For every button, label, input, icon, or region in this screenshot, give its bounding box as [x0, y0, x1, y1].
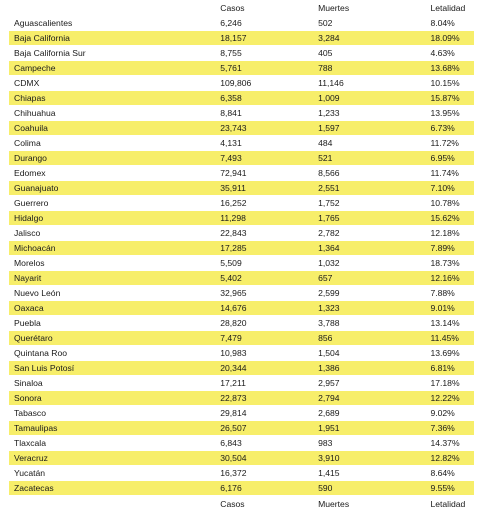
- muertes-cell: 11,146: [318, 78, 344, 88]
- muertes-cell: 1,951: [318, 423, 340, 433]
- muertes-cell: 1,364: [318, 243, 340, 253]
- state-name: Sinaloa: [14, 378, 43, 388]
- table-body: [9, 16, 474, 496]
- table-row: [9, 91, 474, 106]
- letalidad-cell: 9.55%: [430, 483, 455, 493]
- casos-cell: 26,507: [220, 423, 247, 433]
- state-name: Jalisco: [14, 228, 41, 238]
- state-name: Colima: [14, 138, 41, 148]
- state-name: Tamaulipas: [14, 423, 58, 433]
- table-row: [9, 106, 474, 121]
- letalidad-cell: 7.88%: [430, 288, 455, 298]
- muertes-cell: 502: [318, 18, 333, 28]
- letalidad-cell: 11.45%: [430, 333, 459, 343]
- casos-cell: 29,814: [220, 408, 247, 418]
- muertes-cell: 3,284: [318, 33, 340, 43]
- casos-cell: 4,131: [220, 138, 242, 148]
- letalidad-cell: 7.10%: [430, 183, 455, 193]
- muertes-cell: 1,765: [318, 213, 340, 223]
- letalidad-cell: 13.69%: [430, 348, 460, 358]
- letalidad-cell: 6.81%: [430, 363, 455, 373]
- table-footer: [9, 496, 474, 512]
- letalidad-cell: 12.82%: [430, 453, 460, 463]
- state-name: Guanajuato: [14, 183, 59, 193]
- casos-cell: 109,806: [220, 78, 252, 88]
- muertes-cell: 1,386: [318, 363, 340, 373]
- muertes-cell: 983: [318, 438, 333, 448]
- table-row: [9, 211, 474, 226]
- muertes-cell: 521: [318, 153, 333, 163]
- state-name: Puebla: [14, 318, 41, 328]
- letalidad-cell: 12.16%: [430, 273, 460, 283]
- table-row: [9, 61, 474, 76]
- letalidad-cell: 12.18%: [430, 228, 460, 238]
- table-row: [9, 226, 474, 241]
- casos-cell: 5,509: [220, 258, 242, 268]
- state-name: Coahuila: [14, 123, 48, 133]
- state-name: Aguascalientes: [14, 18, 73, 28]
- state-name: Tabasco: [14, 408, 47, 418]
- letalidad-cell: 18.73%: [430, 258, 460, 268]
- muertes-cell: 2,689: [318, 408, 340, 418]
- footer-casos: Casos: [220, 499, 245, 509]
- casos-cell: 22,843: [220, 228, 247, 238]
- muertes-cell: 1,233: [318, 108, 340, 118]
- state-name: Veracruz: [14, 453, 48, 463]
- letalidad-cell: 7.36%: [430, 423, 455, 433]
- muertes-cell: 8,566: [318, 168, 340, 178]
- casos-cell: 7,493: [220, 153, 242, 163]
- table-row: [9, 271, 474, 286]
- table-row: [9, 286, 474, 301]
- casos-cell: 18,157: [220, 33, 247, 43]
- casos-cell: 5,402: [220, 273, 242, 283]
- muertes-cell: 405: [318, 48, 333, 58]
- table-row: [9, 361, 474, 376]
- letalidad-cell: 10.78%: [430, 198, 460, 208]
- letalidad-cell: 9.01%: [430, 303, 455, 313]
- muertes-cell: 1,009: [318, 93, 340, 103]
- muertes-cell: 2,782: [318, 228, 340, 238]
- casos-cell: 11,298: [220, 213, 246, 223]
- casos-cell: 17,285: [220, 243, 247, 253]
- casos-cell: 14,676: [220, 303, 247, 313]
- letalidad-cell: 6.73%: [430, 123, 455, 133]
- letalidad-cell: 4.63%: [430, 48, 455, 58]
- casos-cell: 23,743: [220, 123, 247, 133]
- letalidad-cell: 14.37%: [430, 438, 460, 448]
- table-row: [9, 151, 474, 166]
- state-name: Campeche: [14, 63, 56, 73]
- table-header: [9, 0, 474, 16]
- state-name: Morelos: [14, 258, 45, 268]
- letalidad-cell: 13.14%: [430, 318, 460, 328]
- muertes-cell: 590: [318, 483, 333, 493]
- casos-cell: 72,941: [220, 168, 247, 178]
- muertes-cell: 3,910: [318, 453, 340, 463]
- muertes-cell: 1,032: [318, 258, 340, 268]
- casos-cell: 6,176: [220, 483, 242, 493]
- casos-cell: 32,965: [220, 288, 247, 298]
- state-name: Nayarit: [14, 273, 42, 283]
- table-row: [9, 46, 474, 61]
- table-row: [9, 376, 474, 391]
- table-row: [9, 136, 474, 151]
- table-row: [9, 31, 474, 46]
- casos-cell: 8,841: [220, 108, 242, 118]
- state-name: Nuevo León: [14, 288, 61, 298]
- table-row: [9, 121, 474, 136]
- letalidad-cell: 11.74%: [430, 168, 459, 178]
- covid-state-table: [9, 0, 474, 512]
- muertes-cell: 1,597: [318, 123, 340, 133]
- casos-cell: 35,911: [220, 183, 246, 193]
- letalidad-cell: 15.87%: [430, 93, 460, 103]
- muertes-cell: 3,788: [318, 318, 340, 328]
- state-name: Guerrero: [14, 198, 49, 208]
- footer-state: [9, 496, 217, 511]
- state-name: Tlaxcala: [14, 438, 46, 448]
- muertes-cell: 856: [318, 333, 333, 343]
- table-row: [9, 406, 474, 421]
- muertes-cell: 2,551: [318, 183, 340, 193]
- casos-cell: 22,873: [220, 393, 247, 403]
- casos-cell: 5,761: [220, 63, 242, 73]
- state-name: Baja California: [14, 33, 70, 43]
- table-row: [9, 166, 474, 181]
- state-name: Sonora: [14, 393, 42, 403]
- casos-cell: 6,358: [220, 93, 242, 103]
- table-row: [9, 301, 474, 316]
- header-casos: Casos: [220, 3, 245, 13]
- table-row: [9, 331, 474, 346]
- table-row: [9, 436, 474, 451]
- letalidad-cell: 8.64%: [430, 468, 455, 478]
- muertes-cell: 1,504: [318, 348, 340, 358]
- letalidad-cell: 15.62%: [430, 213, 460, 223]
- letalidad-cell: 7.89%: [430, 243, 455, 253]
- table-row: [9, 421, 474, 436]
- letalidad-cell: 8.04%: [430, 18, 455, 28]
- state-name: Chihuahua: [14, 108, 56, 118]
- letalidad-cell: 13.68%: [430, 63, 460, 73]
- state-name: Oaxaca: [14, 303, 44, 313]
- casos-cell: 16,372: [220, 468, 247, 478]
- casos-cell: 28,820: [220, 318, 247, 328]
- letalidad-cell: 11.72%: [430, 138, 459, 148]
- state-name: Baja California Sur: [14, 48, 86, 58]
- letalidad-cell: 18.09%: [430, 33, 460, 43]
- letalidad-cell: 10.15%: [430, 78, 460, 88]
- table-row: [9, 76, 474, 91]
- state-name: Edomex: [14, 168, 46, 178]
- state-name: Querétaro: [14, 333, 53, 343]
- muertes-cell: 788: [318, 63, 333, 73]
- muertes-cell: 1,752: [318, 198, 340, 208]
- table-row: [9, 181, 474, 196]
- table-row: [9, 256, 474, 271]
- casos-cell: 20,344: [220, 363, 247, 373]
- casos-cell: 10,983: [220, 348, 247, 358]
- casos-cell: 16,252: [220, 198, 247, 208]
- casos-cell: 6,246: [220, 18, 242, 28]
- table-row: [9, 466, 474, 481]
- letalidad-cell: 6.95%: [430, 153, 455, 163]
- letalidad-cell: 12.22%: [430, 393, 460, 403]
- state-name: Hidalgo: [14, 213, 44, 223]
- state-name: Yucatán: [14, 468, 46, 478]
- letalidad-cell: 17.18%: [430, 378, 460, 388]
- state-name: Zacatecas: [14, 483, 54, 493]
- casos-cell: 6,843: [220, 438, 242, 448]
- table-row: [9, 346, 474, 361]
- muertes-cell: 657: [318, 273, 333, 283]
- table-row: [9, 481, 474, 496]
- letalidad-cell: 13.95%: [430, 108, 460, 118]
- footer-muertes: Muertes: [318, 499, 350, 509]
- header-muertes: Muertes: [318, 3, 350, 13]
- muertes-cell: 2,794: [318, 393, 340, 403]
- table-row: [9, 316, 474, 331]
- letalidad-cell: 9.02%: [430, 408, 455, 418]
- casos-cell: 17,211: [220, 378, 246, 388]
- state-name: Michoacán: [14, 243, 56, 253]
- state-name: San Luis Potosí: [14, 363, 75, 373]
- state-name: Chiapas: [14, 93, 46, 103]
- state-name: Quintana Roo: [14, 348, 68, 358]
- casos-cell: 7,479: [220, 333, 242, 343]
- muertes-cell: 2,957: [318, 378, 340, 388]
- table-row: [9, 16, 474, 31]
- casos-cell: 30,504: [220, 453, 247, 463]
- casos-cell: 8,755: [220, 48, 242, 58]
- footer-letalidad: Letalidad: [430, 499, 466, 509]
- header-letalidad: Letalidad: [430, 3, 466, 13]
- muertes-cell: 484: [318, 138, 333, 148]
- table-row: [9, 451, 474, 466]
- header-state: [9, 0, 217, 15]
- muertes-cell: 2,599: [318, 288, 340, 298]
- muertes-cell: 1,415: [318, 468, 340, 478]
- state-name: Durango: [14, 153, 47, 163]
- table-row: [9, 391, 474, 406]
- state-name: CDMX: [14, 78, 40, 88]
- table-row: [9, 196, 474, 211]
- table-row: [9, 241, 474, 256]
- muertes-cell: 1,323: [318, 303, 340, 313]
